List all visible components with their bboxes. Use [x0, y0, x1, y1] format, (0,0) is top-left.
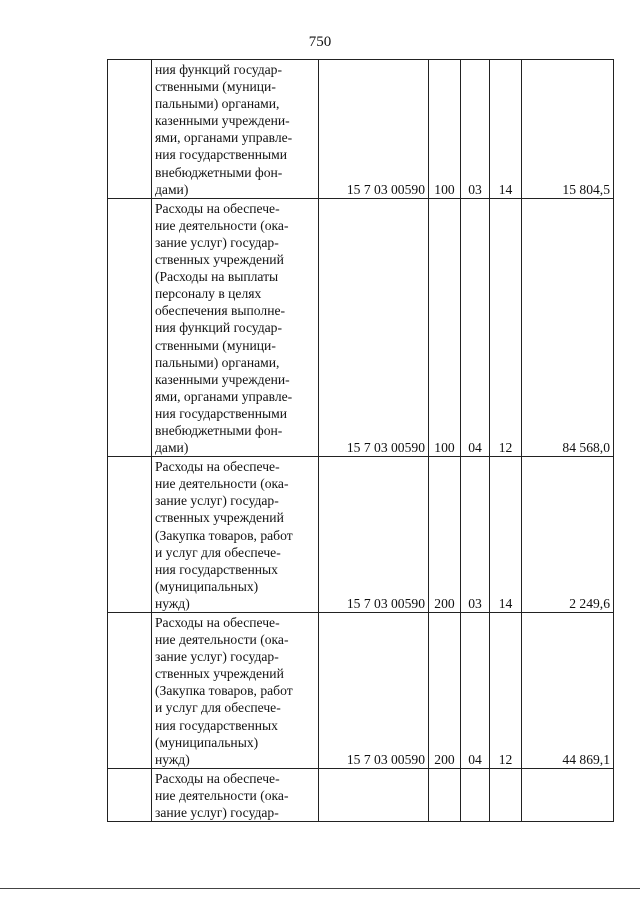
- expense-name-line: ния функций государ-: [155, 62, 283, 77]
- row-number-cell: [108, 60, 152, 199]
- expense-name-line: ния государственными: [155, 405, 288, 421]
- expense-name-line: ние деятельности (ока-: [155, 476, 289, 492]
- expense-name-line: (Закупка товаров, работ: [155, 683, 293, 699]
- expense-name-line: казенными учреждени-: [155, 113, 290, 129]
- expense-name-line: Расходы на обеспече-: [155, 615, 280, 630]
- expense-name-line: персоналу в целях: [155, 286, 262, 302]
- target-article-code-cell: 15 7 03 00590: [319, 457, 429, 613]
- subsection-code-cell: 14: [490, 60, 522, 199]
- subsection-code-cell: 12: [490, 613, 522, 769]
- expense-name-line: (Расходы на выплаты: [155, 269, 279, 285]
- target-article-code-cell: 15 7 03 00590: [319, 613, 429, 769]
- expense-name-line: ями, органами управле-: [155, 130, 293, 146]
- amount-cell: [522, 768, 614, 821]
- expense-name-line: и услуг для обеспече-: [155, 700, 281, 716]
- expense-name-line: зание услуг) государ-: [155, 649, 279, 665]
- expense-type-cell: 200: [429, 613, 461, 769]
- expense-name-line: ние деятельности (ока-: [155, 632, 289, 648]
- expense-name-line: нужд): [155, 595, 190, 611]
- section-code-cell: 03: [461, 457, 490, 613]
- row-number-cell: [108, 198, 152, 456]
- table-row: [108, 457, 614, 613]
- expense-name-line: ние деятельности (ока-: [155, 787, 289, 803]
- row-number-cell: [108, 768, 152, 821]
- expense-name-line: (муниципальных): [155, 578, 259, 594]
- amount-cell: 2 249,6: [522, 457, 614, 613]
- row-number-cell: [108, 457, 152, 613]
- expense-name-line: ние деятельности (ока-: [155, 217, 289, 233]
- expense-type-cell: 100: [429, 198, 461, 456]
- expense-name-line: внебюджетными фон-: [155, 164, 283, 180]
- expense-name-cell: [152, 60, 319, 199]
- expense-name-line: Расходы на обеспече-: [155, 459, 280, 475]
- expense-name-line: Расходы на обеспече-: [155, 200, 280, 216]
- expense-name-line: пальными) органами,: [155, 96, 280, 112]
- expense-name-line: ния государственных: [155, 561, 278, 577]
- expense-type-cell: [429, 768, 461, 821]
- scan-edge-line: [0, 888, 640, 889]
- subsection-code-cell: 14: [490, 457, 522, 613]
- subsection-code-cell: 12: [490, 198, 522, 456]
- expense-name-line: ями, органами управле-: [155, 388, 293, 404]
- expense-name-line: ственных учреждений: [155, 510, 284, 526]
- table-row: [108, 768, 614, 821]
- amount-cell: 84 568,0: [522, 198, 614, 456]
- expense-name-line: ния функций государ-: [155, 320, 283, 336]
- expense-name-line: ственных учреждений: [155, 252, 284, 268]
- table-row: [108, 613, 614, 769]
- target-article-code-cell: 15 7 03 00590: [319, 198, 429, 456]
- expense-name-line: дами): [155, 440, 189, 456]
- expense-name-line: казенными учреждени-: [155, 371, 290, 387]
- expense-name-line: пальными) органами,: [155, 354, 280, 370]
- expense-name-line: ственных учреждений: [155, 666, 284, 682]
- expense-name-line: ния государственных: [155, 717, 278, 733]
- expense-name-line: (Закупка товаров, работ: [155, 527, 293, 543]
- expense-name-line: ственными (муници-: [155, 79, 276, 95]
- subsection-code-cell: [490, 768, 522, 821]
- table-row: [108, 198, 614, 456]
- expense-name-cell: [152, 768, 319, 821]
- table-row: [108, 60, 614, 199]
- amount-cell: 44 869,1: [522, 613, 614, 769]
- expense-name-line: нужд): [155, 751, 190, 767]
- expense-name-line: зание услуг) государ-: [155, 805, 279, 821]
- amount-cell: 15 804,5: [522, 60, 614, 199]
- budget-table-body: [108, 60, 614, 822]
- expense-name-line: (муниципальных): [155, 734, 259, 750]
- page-number: 750: [308, 34, 332, 50]
- target-article-code-cell: 15 7 03 00590: [319, 60, 429, 199]
- section-code-cell: 04: [461, 613, 490, 769]
- expense-name-line: внебюджетными фон-: [155, 422, 283, 438]
- expense-name-line: ния государственными: [155, 147, 288, 163]
- budget-table: [107, 59, 614, 822]
- expense-name-cell: [152, 613, 319, 769]
- section-code-cell: 04: [461, 198, 490, 456]
- row-number-cell: [108, 613, 152, 769]
- expense-name-cell: [152, 457, 319, 613]
- target-article-code-cell: [319, 768, 429, 821]
- section-code-cell: [461, 768, 490, 821]
- expense-type-cell: 200: [429, 457, 461, 613]
- expense-name-line: обеспечения выполне-: [155, 303, 286, 319]
- section-code-cell: 03: [461, 60, 490, 199]
- expense-name-cell: [152, 198, 319, 456]
- expense-name-line: и услуг для обеспече-: [155, 544, 281, 560]
- expense-name-line: Расходы на обеспече-: [155, 770, 280, 786]
- expense-name-line: дами): [155, 181, 189, 197]
- expense-name-line: зание услуг) государ-: [155, 234, 279, 250]
- expense-name-line: зание услуг) государ-: [155, 493, 279, 509]
- expense-name-line: ственными (муници-: [155, 337, 276, 353]
- expense-type-cell: 100: [429, 60, 461, 199]
